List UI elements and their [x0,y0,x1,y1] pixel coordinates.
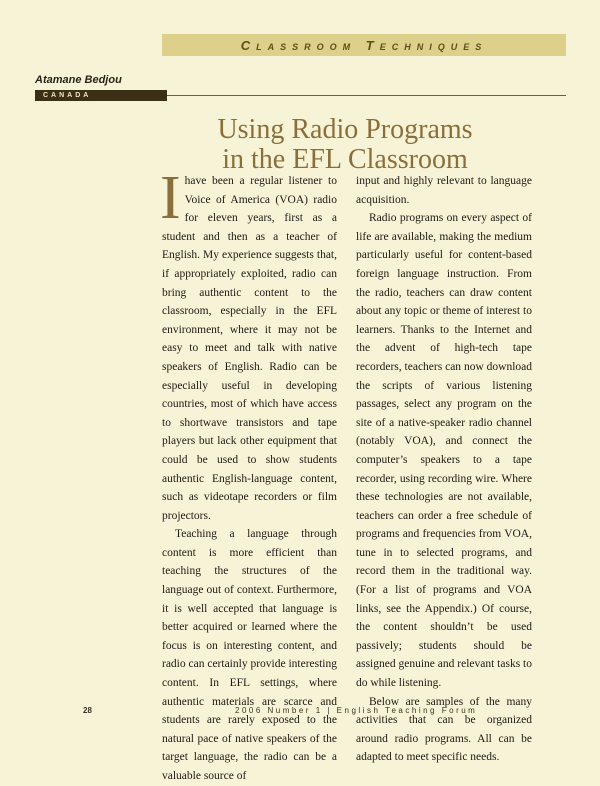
paragraph-1-text: have been a regular listener to Voice of America (VOA) radio for eleven years, first as a student and then as a teacher of English. My experience suggests that, if appropriately exploited, radio can bring authentic content to the classroom, especially in the EFL environment, where it may not be easy to meet and talk with native speakers of English. Radio can be especially useful in developing countries, most of which have access to shortwave transistors and tape players but lack other equipment that could be used to show students authentic English-language content, such as videotape recorders or film projectors. [162,175,337,522]
author-name: Atamane Bedjou [35,74,122,86]
paragraph-4: Below are samples of the many activities that can be organized around radio programs. All can be adapted to meet specific needs. [356,695,532,764]
paragraph-2: Teaching a language through content is more efficient than teaching the structures of the language out of context. Furthermore, it is well accepted that language is better acquired or learned where the focus is on interesting content, and radio can certainly provide interesting content. In EFL settings, where authentic materials are scarce and students are rarely exposed to the natural pace of native speakers of the target language, the radio can be a valuable source of [162,528,337,782]
paragraph-3: Radio programs on every aspect of life are available, making the medium particularly useful for content-based foreign language instruction. From the radio, teachers can draw content about any topic or theme of interest to learners. Thanks to the Internet and the advent of high-tech tape recorders, teachers can now download the scripts of various listening passages, select any program on the site of a native-speaker radio channel (notably VOA), and connect the computer’s speakers to a tape recorder, using recording wire. Where these technologies are not available, teachers can order a free schedule of programs and frequencies from VOA, tune in to selected programs, and record them in the traditional way. (For a list of programs and VOA links, see the Appendix.) Of course, the content shouldn’t be used passively; students should be assigned genuine and relevant tasks to do while listening. [356,212,532,690]
section-header-bar [162,34,566,56]
title-line-2: in the EFL Classroom [222,143,468,175]
text-column-right [356,172,532,767]
article-title [190,115,500,175]
author-country: CANADA [43,92,92,99]
text-column-left [160,164,337,786]
paragraph-2-continued: input and highly relevant to language acquisition. [356,175,532,206]
country-bar [35,90,167,101]
header-rule [167,95,566,96]
title-line-1: Using Radio Programs [217,113,473,145]
section-title: Classroom Techniques [240,37,488,53]
drop-cap: I [160,164,181,232]
page-number: 28 [83,706,92,715]
paragraph-1 [160,164,337,525]
journal-info: 2006 Number 1 | English Teaching Forum [235,706,478,715]
